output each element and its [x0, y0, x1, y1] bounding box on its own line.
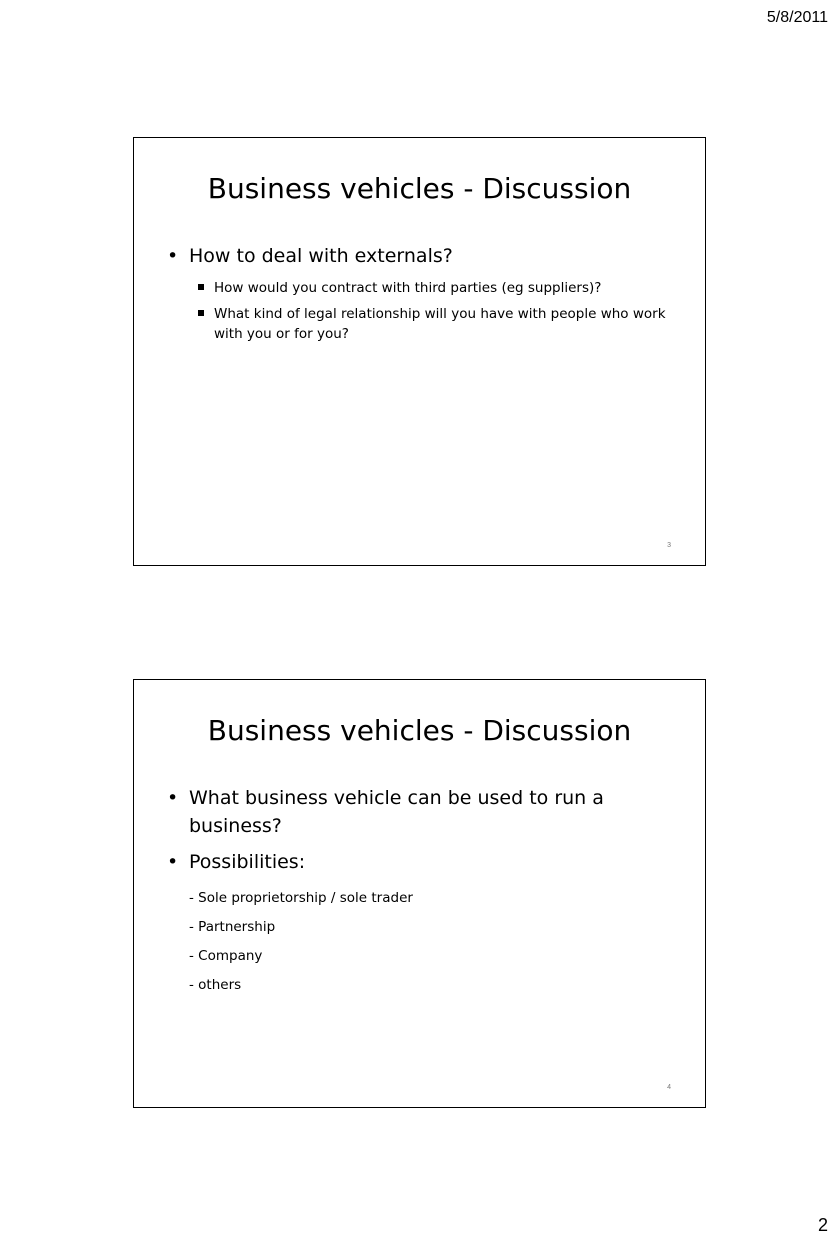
slide-number: 3: [667, 542, 671, 549]
subbullet-text: What kind of legal relationship will you have with people who work with you or for you?: [214, 306, 666, 342]
slide-number: 4: [667, 1084, 671, 1091]
bullet-text: What business vehicle can be used to run a business?: [189, 787, 604, 837]
bullet-item: [164, 848, 683, 876]
possibility-item: - Company: [189, 948, 263, 964]
subbullet-item: [164, 304, 683, 344]
square-bullet-icon: [198, 310, 204, 316]
page-date: 5/8/2011: [766, 9, 828, 26]
bullet-item: [164, 784, 683, 840]
bullet-text: How to deal with externals?: [189, 245, 453, 267]
bullet-dot-icon: •: [167, 245, 179, 267]
bullet-dot-icon: •: [167, 851, 179, 873]
slide-body: [164, 784, 683, 1004]
slide-body: [164, 242, 683, 350]
page-number: 2: [817, 1215, 828, 1235]
possibility-item: - Partnership: [189, 919, 276, 935]
bullet-text: Possibilities:: [189, 851, 306, 873]
subbullet-text: How would you contract with third parties (eg suppliers)?: [214, 280, 602, 296]
possibilities-list: [164, 888, 683, 995]
slide-title: Business vehicles - Discussion: [207, 714, 632, 747]
slide-3: [133, 137, 706, 566]
bullet-item: [164, 242, 683, 270]
possibility-item: - others: [189, 977, 242, 993]
slide-4: [133, 679, 706, 1108]
bullet-dot-icon: •: [167, 787, 179, 809]
square-bullet-icon: [198, 284, 204, 290]
subbullet-item: [164, 278, 683, 298]
possibility-item: - Sole proprietorship / sole trader: [189, 890, 413, 906]
slide-title: Business vehicles - Discussion: [207, 172, 632, 205]
